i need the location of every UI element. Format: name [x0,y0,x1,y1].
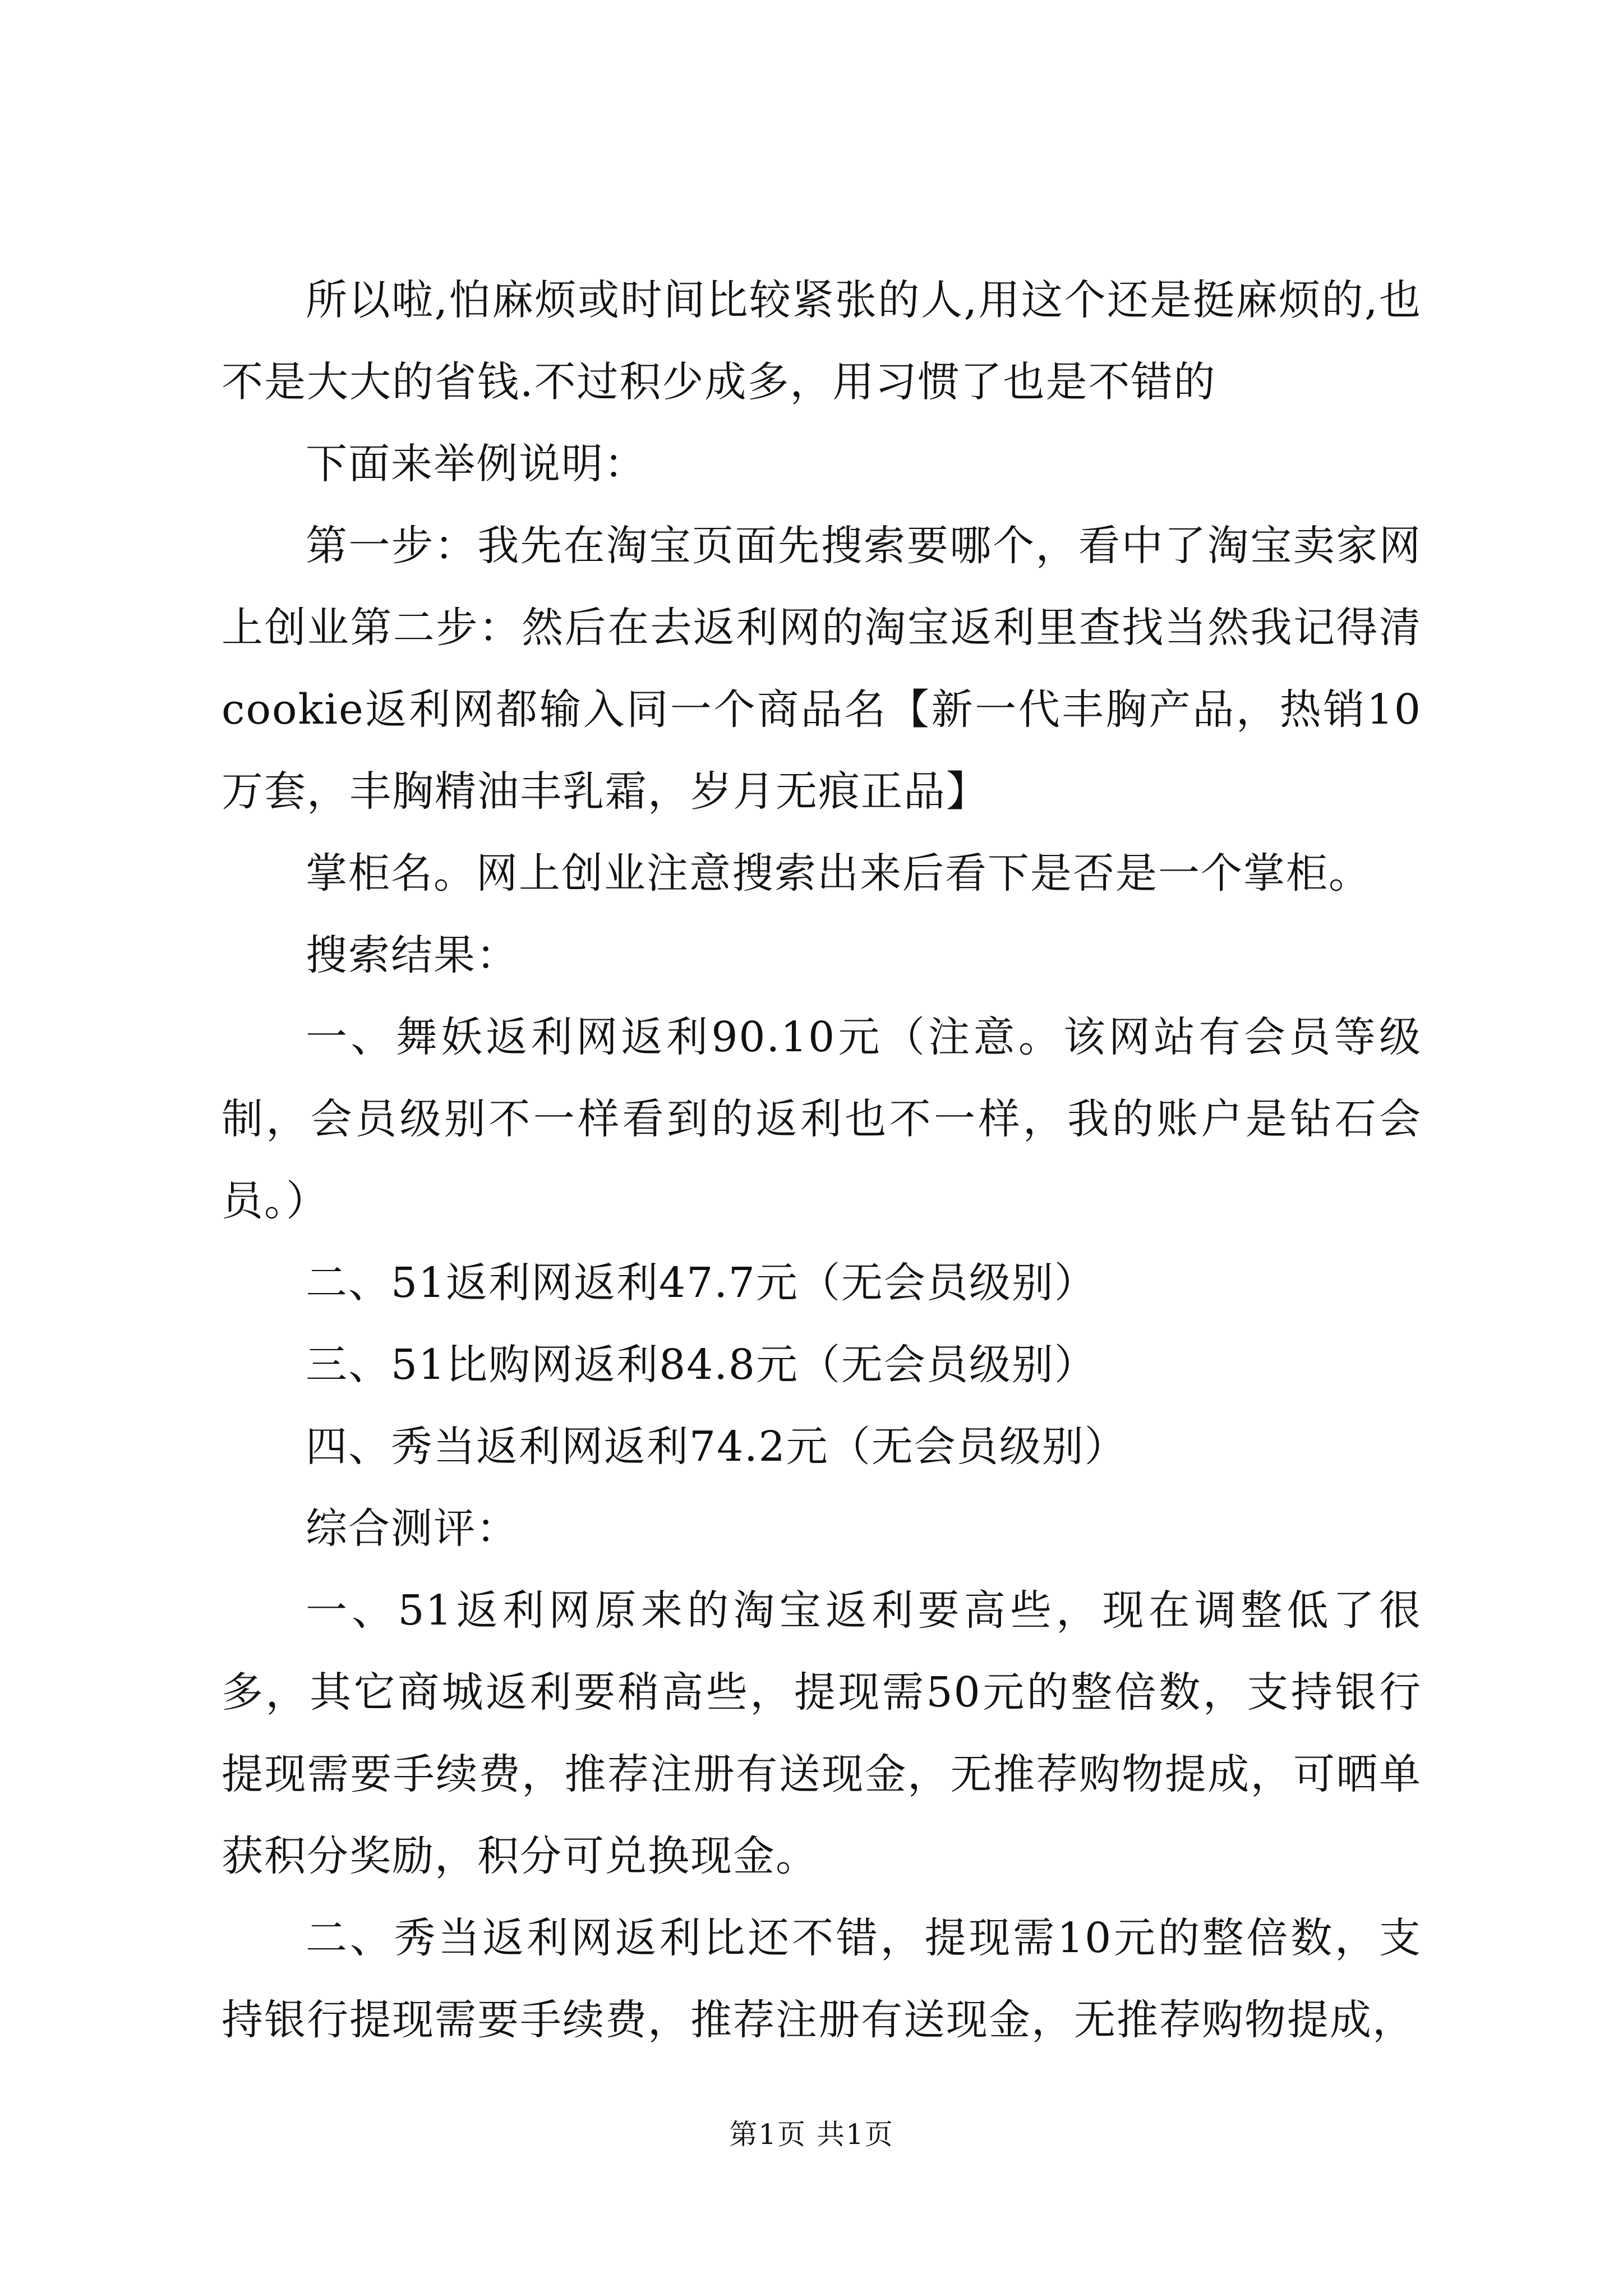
paragraph: 第一步：我先在淘宝页面先搜索要哪个，看中了淘宝卖家网上创业第二步：然后在去返利网的淘宝返利里查找当然我记得清cookie返利网都输入同一个商品名【新一代丰胸产品，热销10万套，丰胸精油丰乳霜，岁月无痕正品】 [222,522,1422,816]
paragraph: 一、51返利网原来的淘宝返利要高些，现在调整低了很多，其它商城返利要稍高些，提现需50元的整倍数，支持银行提现需要手续费，推荐注册有送现金，无推荐购物提成，可晒单获积分奖励，积分可兑换现金。 [222,1586,1422,1880]
paragraph: 综合测评： [306,1504,519,1553]
page-footer: 第1页 共1页 [729,2118,894,2151]
paragraph: 搜索结果： [306,931,519,979]
paragraph: 掌柜名。网上创业注意搜索出来后看下是否是一个掌柜。 [306,849,1371,898]
paragraph: 二、秀当返利网返利比还不错，提现需10元的整倍数，支持银行提现需要手续费，推荐注册有送现金，无推荐购物提成， [222,1914,1422,2044]
paragraph: 三、51比购网返利84.8元（无会员级别） [306,1341,1097,1389]
paragraph: 一、舞妖返利网返利90.10元（注意。该网站有会员等级制，会员级别不一样看到的返利也不一样，我的账户是钻石会员。） [222,1013,1422,1225]
paragraph: 二、51返利网返利47.7元（无会员级别） [306,1259,1097,1307]
paragraph: 下面来举例说明： [306,440,647,488]
paragraph: 四、秀当返利网返利74.2元（无会员级别） [306,1423,1127,1471]
paragraph: 所以啦,怕麻烦或时间比较紧张的人,用这个还是挺麻烦的,也不是大大的省钱.不过积少成多，用习惯了也是不错的 [222,276,1422,406]
document-body [222,259,1422,2061]
